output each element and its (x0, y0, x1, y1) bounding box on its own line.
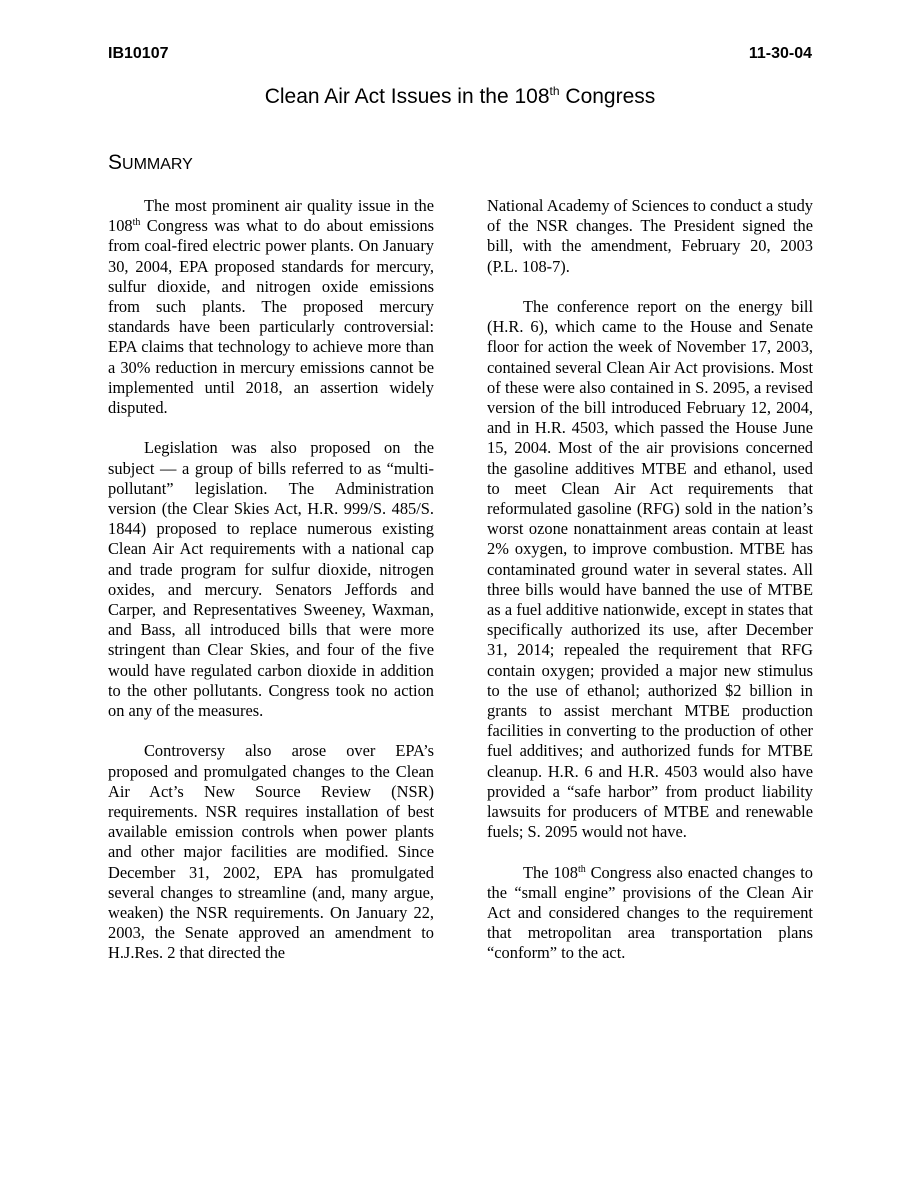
right-column (487, 196, 813, 984)
page-title (0, 84, 920, 110)
paragraph (487, 863, 813, 964)
section-heading-summary (108, 150, 193, 178)
title-text: Clean Air Act Issues in the 108 (264, 85, 550, 108)
paragraph-text: Congress was what to do about emissions from coal-fired electric power plants. On January 30, 2004, EPA proposed standards for mercury, sulfur dioxide, and nitrogen oxide emissions from such plants. The proposed mercury standards have been particularly controversial: EPA claims that technology to achieve more than a 30% reduction in mercury emissions cannot be implemented until 2018, an assertion widely disputed. (108, 216, 434, 418)
ordinal-superscript: th (577, 863, 586, 875)
paragraph-text: The 108 (523, 862, 578, 882)
paragraph (108, 196, 434, 418)
document-date: 11-30-04 (748, 45, 812, 62)
paragraph: Controversy also arose over EPA’s proposed and promulgated changes to the Clean Air Act’s New Source Review (NSR) requirements. NSR requires installation of best available emission controls when power plants and other major facilities are modified. Since December 31, 2002, EPA has promulgated several changes to streamline (and, many argue, weaken) the NSR requirements. On January 22, 2003, the Senate approved an amendment to H.J.Res. 2 that directed the (108, 741, 434, 963)
paragraph: Legislation was also proposed on the subject — a group of bills referred to as “multi-pollutant” legislation. The Administration version (the Clear Skies Act, H.R. 999/S. 485/S. 1844) proposed to replace numerous existing Clean Air Act requirements with a national cap and trade program for sulfur dioxide, nitrogen oxides, and mercury. Senators Jeffords and Carper, and Representatives Sweeney, Waxman, and Bass, all introduced bills that were more stringent than Clear Skies, and four of the five would have regulated carbon dioxide in addition to the other pollutants. Congress took no action on any of the measures. (108, 438, 434, 721)
left-column (108, 196, 434, 984)
paragraph-text: The most prominent air quality issue in the 108 (108, 196, 434, 236)
paragraph: The conference report on the energy bill (H.R. 6), which came to the House and Senate floor for action the week of November 17, 2003, contained several Clean Air Act provisions. Most of these were also contained in S. 2095, a revised version of the bill introduced February 12, 2004, and in H.R. 4503, which passed the House June 15, 2004. Most of the air provisions concerned the gasoline additives MTBE and ethanol, used to meet Clean Air Act requirements that reformulated gasoline (RFG) sold in the nation’s worst ozone nonattainment areas contain at least 2% oxygen, to improve combustion. MTBE has contaminated ground water in several states. All three bills would have banned the use of MTBE as a fuel additive nationwide, except in states that specifically authorized its use, after December 31, 2014; repealed the requirement that RFG contain oxygen; provided a major new stimulus to the use of ethanol; authorized $2 billion in grants to assist merchant MTBE production facilities in converting to the production of other fuel additives; and authorized funds for MTBE cleanup. H.R. 6 and H.R. 4503 would also have provided a “safe harbor” from product liability lawsuits for producers of MTBE and renewable fuels; S. 2095 would not have. (487, 297, 813, 842)
document-id: IB10107 (108, 45, 169, 62)
title-text-end: Congress (559, 85, 656, 108)
heading-initial: S (108, 151, 123, 174)
title-superscript: th (549, 84, 560, 98)
heading-rest: UMMARY (122, 156, 193, 173)
paragraph-text: Congress also enacted changes to the “small engine” provisions of the Clean Air Act and considered changes to the requirement that metropolitan area transportation plans “conform” to the act. (487, 862, 814, 963)
ordinal-superscript: th (132, 217, 141, 229)
paragraph-continued: National Academy of Sciences to conduct a study of the NSR changes. The President signed the bill, with the amendment, February 20, 2003 (P.L. 108-7). (487, 196, 813, 276)
